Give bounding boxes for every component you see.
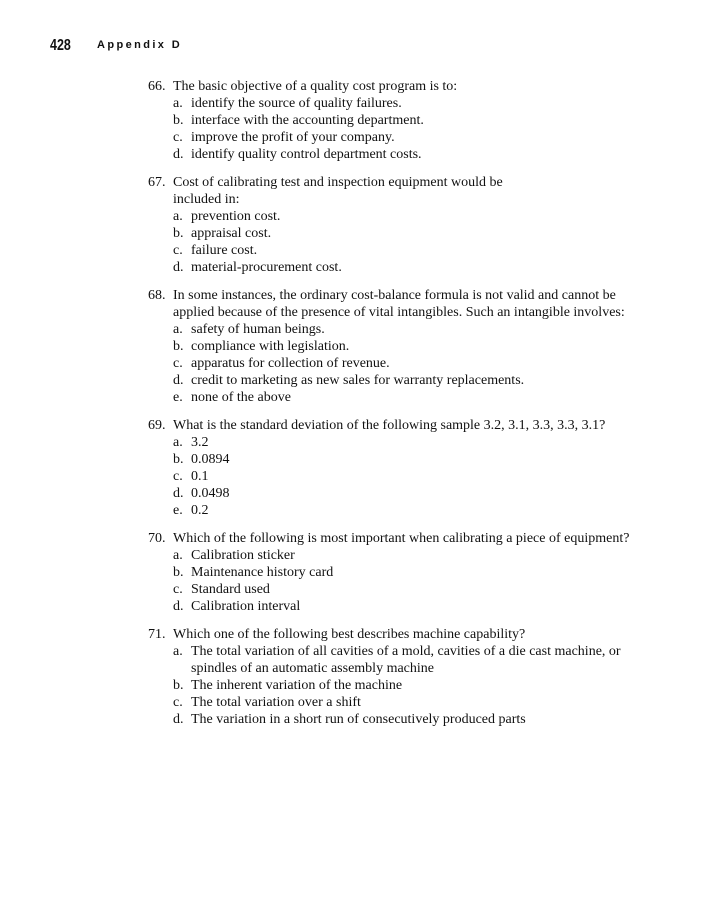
question-number: 68. — [148, 288, 166, 303]
answer-option — [173, 643, 648, 677]
option-letter: c. — [173, 695, 183, 710]
option-text: apparatus for collection of revenue. — [191, 356, 390, 371]
answer-options — [173, 434, 648, 519]
option-text: material-procurement cost. — [191, 260, 342, 275]
page-header — [50, 37, 183, 57]
option-text: none of the above — [191, 390, 291, 405]
answer-option — [173, 451, 648, 468]
answer-option — [173, 259, 648, 276]
option-letter: d. — [173, 486, 184, 501]
option-letter: d. — [173, 373, 184, 388]
answer-option — [173, 485, 648, 502]
option-text: 0.2 — [191, 503, 209, 518]
answer-option — [173, 564, 648, 581]
answer-option — [173, 208, 648, 225]
option-text: 3.2 — [191, 435, 209, 450]
answer-option — [173, 502, 648, 519]
question-text: What is the standard deviation of the following sample 3.2, 3.1, 3.3, 3.3, 3.1? — [173, 418, 606, 433]
question-number: 66. — [148, 79, 166, 94]
option-letter: d. — [173, 260, 184, 275]
option-letter: a. — [173, 644, 183, 659]
answer-option — [173, 112, 648, 129]
option-letter: b. — [173, 452, 184, 467]
option-text: identify quality control department costs. — [191, 147, 422, 162]
option-letter: e. — [173, 390, 183, 405]
question-text: Cost of calibrating test and inspection equipment would be included in: — [173, 175, 503, 207]
running-head: Appendix D — [97, 39, 183, 51]
option-letter: a. — [173, 435, 183, 450]
question-number: 71. — [148, 627, 166, 642]
question-text: Which one of the following best describes machine capability? — [173, 627, 526, 642]
option-text: 0.0498 — [191, 486, 230, 501]
answer-option — [173, 338, 648, 355]
answer-option — [173, 434, 648, 451]
question-68 — [148, 287, 648, 406]
question-66 — [148, 78, 648, 163]
option-text: failure cost. — [191, 243, 258, 258]
option-letter: c. — [173, 130, 183, 145]
option-text: Standard used — [191, 582, 270, 597]
question-70 — [148, 530, 648, 615]
question-number: 69. — [148, 418, 166, 433]
answer-option — [173, 355, 648, 372]
answer-options — [173, 643, 648, 728]
option-text: compliance with legislation. — [191, 339, 350, 354]
answer-option — [173, 146, 648, 163]
question-number: 67. — [148, 175, 166, 190]
option-letter: d. — [173, 599, 184, 614]
option-letter: c. — [173, 582, 183, 597]
answer-option — [173, 677, 648, 694]
answer-option — [173, 694, 648, 711]
option-letter: b. — [173, 565, 184, 580]
question-71 — [148, 626, 648, 728]
option-text: 0.0894 — [191, 452, 230, 467]
answer-option — [173, 242, 648, 259]
option-text: appraisal cost. — [191, 226, 272, 241]
answer-options — [173, 208, 648, 276]
question-67 — [148, 174, 648, 276]
option-text: improve the profit of your company. — [191, 130, 395, 145]
answer-option — [173, 468, 648, 485]
option-text: Calibration sticker — [191, 548, 295, 563]
question-69 — [148, 417, 648, 519]
option-letter: c. — [173, 356, 183, 371]
answer-option — [173, 95, 648, 112]
answer-option — [173, 129, 648, 146]
option-letter: b. — [173, 113, 184, 128]
option-text: identify the source of quality failures. — [191, 96, 402, 111]
answer-options — [173, 321, 648, 406]
option-text: Maintenance history card — [191, 565, 334, 580]
option-letter: b. — [173, 678, 184, 693]
answer-option — [173, 598, 648, 615]
option-letter: c. — [173, 469, 183, 484]
question-list — [148, 78, 648, 739]
page-number: 428 — [50, 37, 71, 54]
answer-option — [173, 581, 648, 598]
option-letter: c. — [173, 243, 183, 258]
option-letter: e. — [173, 503, 183, 518]
option-text: safety of human beings. — [191, 322, 325, 337]
option-letter: b. — [173, 226, 184, 241]
option-text: The variation in a short run of consecutively produced parts — [191, 712, 526, 727]
question-number: 70. — [148, 531, 166, 546]
answer-option — [173, 389, 648, 406]
answer-option — [173, 372, 648, 389]
question-text: In some instances, the ordinary cost-balance formula is not valid and cannot be applied because of the presence of vital intangibles. Such an intangible involves: — [173, 288, 625, 320]
answer-options — [173, 95, 648, 163]
option-text: The total variation over a shift — [191, 695, 361, 710]
answer-option — [173, 321, 648, 338]
answer-option — [173, 225, 648, 242]
question-text: Which of the following is most important when calibrating a piece of equipment? — [173, 531, 630, 546]
option-letter: d. — [173, 712, 184, 727]
answer-option — [173, 711, 648, 728]
answer-options — [173, 547, 648, 615]
option-text: 0.1 — [191, 469, 209, 484]
option-text: The total variation of all cavities of a mold, cavities of a die cast machine, or spindles of an automatic assembly machine — [191, 644, 621, 676]
option-letter: a. — [173, 322, 183, 337]
question-text: The basic objective of a quality cost program is to: — [173, 79, 458, 94]
option-letter: a. — [173, 209, 183, 224]
option-text: The inherent variation of the machine — [191, 678, 403, 693]
option-letter: a. — [173, 548, 183, 563]
option-text: prevention cost. — [191, 209, 281, 224]
answer-option — [173, 547, 648, 564]
option-letter: a. — [173, 96, 183, 111]
option-text: Calibration interval — [191, 599, 301, 614]
option-text: credit to marketing as new sales for warranty replacements. — [191, 373, 525, 388]
option-text: interface with the accounting department. — [191, 113, 424, 128]
option-letter: b. — [173, 339, 184, 354]
option-letter: d. — [173, 147, 184, 162]
